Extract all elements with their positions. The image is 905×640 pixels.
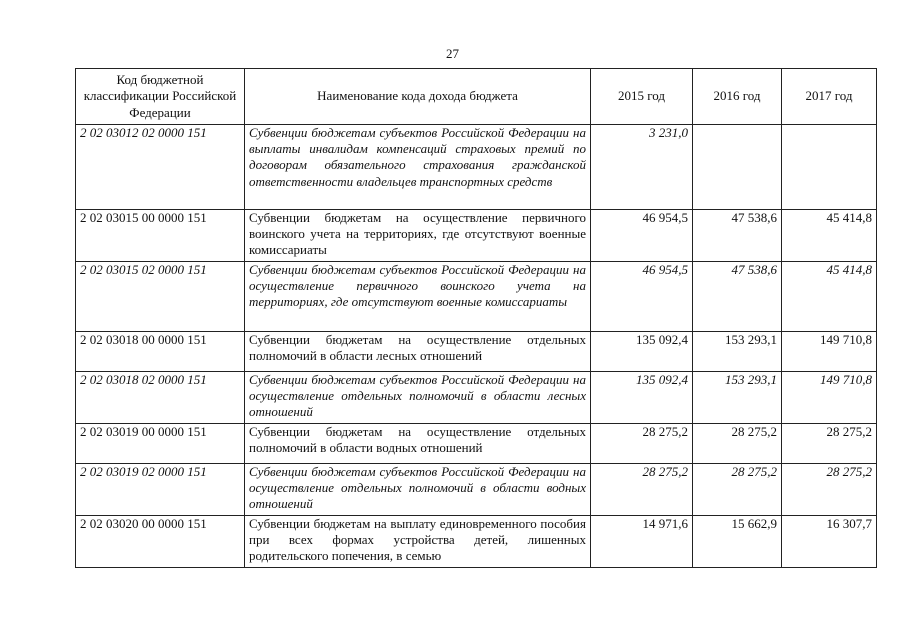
row-value-2015: 28 275,2 (591, 424, 693, 464)
row-code: 2 02 03019 00 0000 151 (76, 424, 245, 464)
table-header-row (76, 69, 877, 125)
row-name: Субвенции бюджетам субъектов Российской Федерации на осуществление первичного воинского учета на территориях, где отсутствуют военные комиссариаты (245, 262, 591, 332)
table-row (76, 516, 877, 568)
row-code: 2 02 03019 02 0000 151 (76, 464, 245, 516)
row-value-2015: 135 092,4 (591, 332, 693, 372)
table-row (76, 372, 877, 424)
table-row (76, 125, 877, 210)
row-value-2015: 14 971,6 (591, 516, 693, 568)
row-value-2015: 46 954,5 (591, 210, 693, 262)
row-value-2016: 28 275,2 (693, 464, 782, 516)
header-code: Код бюджетной классификации Российской Федерации (76, 69, 245, 125)
header-2016: 2016 год (693, 69, 782, 125)
row-value-2017 (782, 125, 877, 210)
row-code: 2 02 03012 02 0000 151 (76, 125, 245, 210)
row-code: 2 02 03015 02 0000 151 (76, 262, 245, 332)
table-row (76, 262, 877, 332)
row-value-2016: 28 275,2 (693, 424, 782, 464)
table-row (76, 332, 877, 372)
row-value-2017: 16 307,7 (782, 516, 877, 568)
row-value-2017: 28 275,2 (782, 464, 877, 516)
row-value-2017: 45 414,8 (782, 262, 877, 332)
row-value-2015: 46 954,5 (591, 262, 693, 332)
table-row (76, 210, 877, 262)
row-code: 2 02 03018 02 0000 151 (76, 372, 245, 424)
row-value-2016: 153 293,1 (693, 372, 782, 424)
row-value-2016: 153 293,1 (693, 332, 782, 372)
row-value-2015: 3 231,0 (591, 125, 693, 210)
header-name: Наименование кода дохода бюджета (245, 69, 591, 125)
row-name: Субвенции бюджетам субъектов Российской Федерации на осуществление отдельных полномочий в области лесных отношений (245, 372, 591, 424)
header-2017: 2017 год (782, 69, 877, 125)
row-value-2017: 45 414,8 (782, 210, 877, 262)
budget-revenue-table (75, 68, 877, 568)
row-value-2016 (693, 125, 782, 210)
row-name: Субвенции бюджетам субъектов Российской Федерации на выплаты инвалидам компенсаций страховых премий по договорам обязательного страхования гражданской ответственности владельцев транспортных средств (245, 125, 591, 210)
row-value-2017: 149 710,8 (782, 372, 877, 424)
row-code: 2 02 03018 00 0000 151 (76, 332, 245, 372)
row-value-2017: 149 710,8 (782, 332, 877, 372)
row-value-2016: 47 538,6 (693, 210, 782, 262)
row-code: 2 02 03020 00 0000 151 (76, 516, 245, 568)
row-value-2016: 15 662,9 (693, 516, 782, 568)
row-value-2017: 28 275,2 (782, 424, 877, 464)
row-value-2016: 47 538,6 (693, 262, 782, 332)
row-name: Субвенции бюджетам на осуществление отдельных полномочий в области лесных отношений (245, 332, 591, 372)
table-row (76, 424, 877, 464)
row-code: 2 02 03015 00 0000 151 (76, 210, 245, 262)
table-row (76, 464, 877, 516)
header-2015: 2015 год (591, 69, 693, 125)
row-name: Субвенции бюджетам на выплату единовременного пособия при всех формах устройства детей, лишенных родительского попечения, в семью (245, 516, 591, 568)
row-name: Субвенции бюджетам на осуществление отдельных полномочий в области водных отношений (245, 424, 591, 464)
row-value-2015: 135 092,4 (591, 372, 693, 424)
row-name: Субвенции бюджетам субъектов Российской Федерации на осуществление отдельных полномочий в области водных отношений (245, 464, 591, 516)
row-name: Субвенции бюджетам на осуществление первичного воинского учета на территориях, где отсутствуют военные комиссариаты (245, 210, 591, 262)
page-number: 27 (446, 46, 459, 61)
row-value-2015: 28 275,2 (591, 464, 693, 516)
